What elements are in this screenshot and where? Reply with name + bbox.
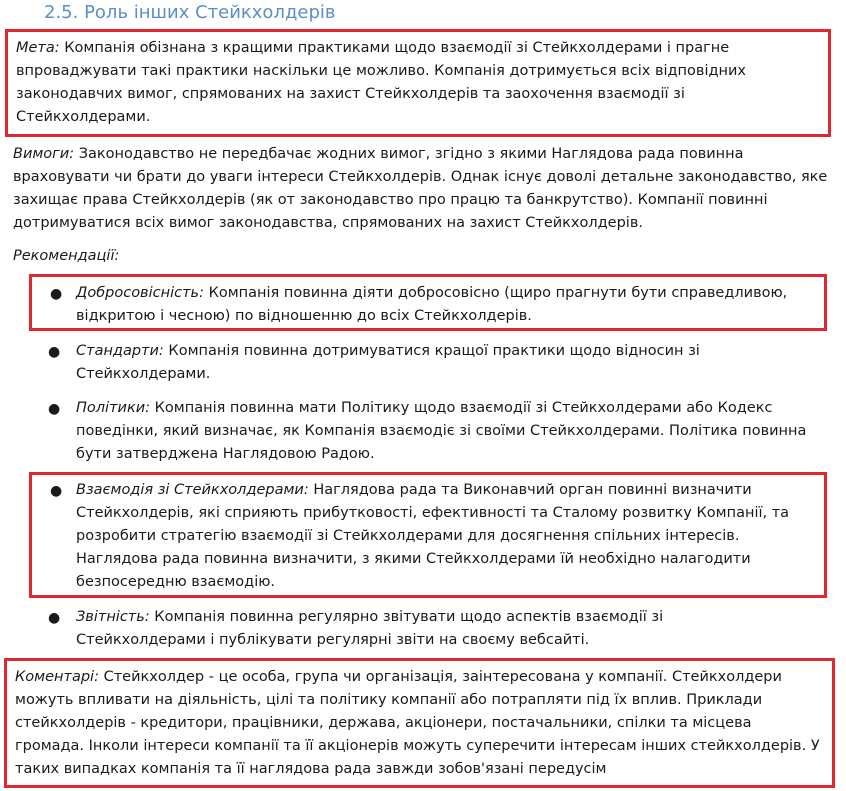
recommendation-text: Компанія повинна мати Політику щодо взаємодії зі Стейкхолдерами або Кодекс поведінки, який визначає, як Компанія взаємодіє зі своїми Стейкхолдерами. Політика повинна бути затверджена Наглядовою Радою. [76,400,807,462]
recommendation-label: Стандарти: [76,343,164,359]
comments-text: Стейкхолдер - це особа, група чи організація, заінтересована у компанії. Стейкхолдери можуть впливати на діяльність, цілі та політику компанії або потрапляти під їх вплив. Приклади стейкхолдерів - кредитори, працівники, держава, акціонери, постачальники, спілки та місцева громада. Інколи інтереси компанії та її акціонерів можуть суперечити інтересам інших стейкхолдерів. У таких випадках компанія та її наглядова рада завжди зобов'язані передусім [15,669,820,777]
recommendation-item [29,274,827,331]
recommendation-label: Звітність: [76,609,150,625]
recommendation-item [29,472,827,598]
recommendation-text: Наглядова рада та Виконавчий орган повинні визначити Стейкхолдерів, які сприяють прибутковості, ефективності та Сталому розвитку Компанії, та розробити стратегію взаємодії зі Стейкхолдерами для досягнення спільних інтересів. Наглядова рада повинна визначити, з якими Стейкхолдерами їй необхідно налагодити безпосередню взаємодію. [76,482,790,590]
bullet-icon: ● [50,483,63,499]
recommendation-text: Компанія повинна регулярно звітувати щодо аспектів взаємодії зі Стейкхолдерами і публікувати регулярні звіти на своєму вебсайті. [76,609,664,648]
bullet-icon: ● [48,344,61,360]
goal-box [5,29,831,137]
requirements-text: Законодавство не передбачає жодних вимог, згідно з якими Наглядова рада повинна враховувати чи брати до уваги інтереси Стейкхолдерів. Однак існує доволі детальне законодавство, яке захищає права Стейкхолдерів (як от законодавство про працю та банкрутство). Компанії повинні дотримуватися всіх вимог законодавства, спрямованих на захист Стейкхолдерів. [13,146,828,231]
bullet-icon: ● [50,286,63,302]
recommendation-item [0,340,846,388]
recommendation-item [0,397,846,467]
comments-box [4,658,835,788]
recommendation-text: Компанія повинна діяти добросовісно (щиро прагнути бути справедливою, відкритою і чесною) по відношенню до всіх Стейкхолдерів. [76,285,788,324]
comments-label: Коментарі: [15,669,99,685]
bullet-icon: ● [48,610,61,626]
goal-label: Мета: [16,40,60,56]
recommendation-item [0,606,846,654]
section-heading: 2.5. Роль інших Стейкхолдерів [44,2,336,23]
recommendation-text: Компанія повинна дотримуватися кращої практики щодо відносин зі Стейкхолдерами. [76,343,700,382]
recommendation-label: Політики: [76,400,151,416]
requirements-paragraph [13,143,831,235]
requirements-label: Вимоги: [13,146,75,162]
goal-text: Компанія обізнана з кращими практиками щодо взаємодії зі Стейкхолдерами і прагне впроваджувати такі практики наскільки це можливо. Компанія дотримується всіх відповідних законодавчих вимог, спрямованих на захист Стейкхолдерів та заохочення взаємодії зі Стейкхолдерами. [16,40,746,125]
recommendation-label: Взаємодія зі Стейкхолдерами: [76,482,309,498]
recommendations-label: Рекомендації: [13,248,120,264]
bullet-icon: ● [48,401,61,417]
recommendation-label: Добросовісність: [76,285,204,301]
